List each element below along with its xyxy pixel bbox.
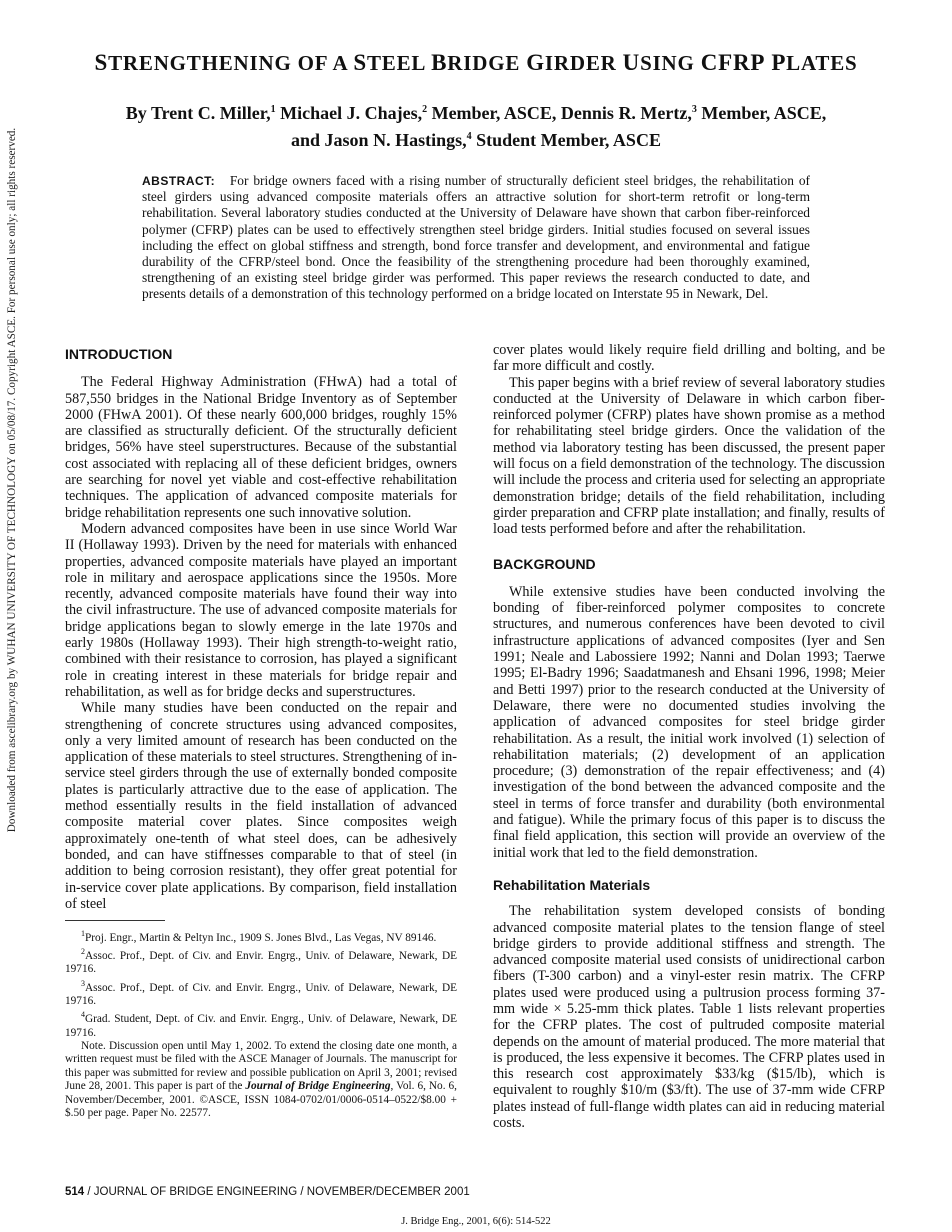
author-2-role: Member, ASCE, (427, 103, 557, 123)
author-4-role: Student Member, ASCE (471, 130, 661, 150)
footnote-text: Assoc. Prof., Dept. of Civ. and Envir. Engrg., Univ. of Delaware, Newark, DE 19716. (65, 950, 457, 976)
author-1: By Trent C. Miller, (125, 103, 271, 123)
footnote-text: Proj. Engr., Martin & Peltyn Inc., 1909 S. Jones Blvd., Las Vegas, NV 89146. (85, 931, 437, 944)
abstract-text: For bridge owners faced with a rising number of structurally deficient steel bridges, the rehabilitation of steel girders using advanced composite materials offers an attractive solution for short-term retrofit or long-term rehabilitation. Several laboratory studies conducted at the University of Delaware have shown that carbon fiber-reinforced polymer (CFRP) plates can be used to effectively strengthen steel bridge girders. Initial studies focused on several issues including the effect on global stiffness and strength, bond force transfer and development, and environmental and fatigue durability of the CFRP/steel bond. Once the feasibility of the strengthening procedure had been thoroughly examined, strengthening of an existing steel bridge girder was performed. This paper reviews the research conducted to date, and presents details of a demonstration of this technology performed on a bridge located on Interstate 95 in Newark, Del. (142, 173, 810, 302)
footnote-marker: 2 (81, 947, 85, 957)
title-word: PLATES (771, 50, 858, 75)
footnote-3 (65, 977, 457, 1009)
footnote-marker: 3 (81, 978, 85, 988)
paragraph: cover plates would likely require field drilling and bolting, and be far more difficult and costly. (493, 342, 885, 375)
section-heading-background: BACKGROUND (493, 555, 596, 572)
author-3-role: Member, ASCE, (696, 103, 827, 123)
footnote-text: Grad. Student, Dept. of Civ. and Envir. Engrg., Univ. of Delaware, Newark, DE 19716. (65, 1013, 457, 1039)
author-1-affil: 1 (270, 104, 276, 115)
title-word: OF (297, 51, 328, 75)
citation-line: J. Bridge Eng., 2001, 6(6): 514-522 (401, 1216, 551, 1227)
author-line-1 (60, 98, 892, 125)
author-4: and Jason N. Hastings, (291, 130, 467, 150)
footnote-2 (65, 945, 457, 977)
subsection-heading-rehabilitation-materials: Rehabilitation Materials (493, 876, 651, 893)
paragraph: While many studies have been conducted on the repair and strengthening of concrete structures using advanced composites, only a very limited amount of research has been conducted on the application of these materials to steel structures. Strengthening of in-service steel girders through the use of externally bonded composite plates is particularly attractive due to the ease of application. The method essentially results in the field installation of advanced composite material cover plates. Since composites weigh approximately one-tenth of what steel does, can be adhesively bonded, and can have stiffnesses comparable to that of steel (in addition to being corrosion resistant), they offer great potential for in-service cover plate applications. By comparison, field installation of steel (65, 700, 457, 912)
note-text: , Vol. 6, No. 6, November/December, 2001. ©ASCE, ISSN 1084-0702/01/0006-0514–0522/$8.00 + $.50 per page. Paper No. 22577. (65, 1080, 457, 1120)
paragraph: Modern advanced composites have been in use since World War II (Hollaway 1993). Driven by the need for materials with enhanced properties, advanced composite materials have played an important role in military and aerospace applications since the 1950s. More recently, advanced composite materials have found their way into the civil infrastructure. The use of advanced composite materials for bridge applications began to slowly emerge in the late 1970s and early 1980s (Hollaway 1993). Their high strength-to-weight ratio, combined with their resistance to corrosion, has played a significant role in creating interest in these materials for bridge repair and rehabilitation, as well as for bridge decks and superstructures. (65, 520, 457, 700)
author-3: Dennis R. Mertz, (560, 103, 692, 123)
title-word: STEEL (353, 50, 426, 75)
page-footer (65, 1186, 470, 1198)
page-number: 514 (65, 1186, 85, 1198)
right-column (493, 342, 885, 1131)
journal-name: Journal of Bridge Engineering (245, 1080, 391, 1093)
footnote-marker: 4 (81, 1010, 85, 1020)
download-watermark-text: Downloaded from ascelibrary.org by WUHAN UNIVERSITY OF TECHNOLOGY on 05/08/17. Copyright ASCE. For personal use only; all rights reserved. (6, 127, 18, 833)
title-word: GIRDER (526, 50, 617, 75)
author-line-2 (60, 125, 892, 152)
author-2: Michael J. Chajes, (280, 103, 423, 123)
title-word: CFRP (700, 50, 766, 75)
author-3-affil: 3 (691, 104, 697, 115)
footnote-4 (65, 1008, 457, 1040)
footnote-text: Assoc. Prof., Dept. of Civ. and Envir. Engrg., Univ. of Delaware, Newark, DE 19716. (65, 981, 457, 1008)
paragraph: This paper begins with a brief review of several laboratory studies conducted at the University of Delaware in which carbon fiber-reinforced polymer (CFRP) plates have shown promise as a method for rehabilitating steel bridge girders. Once the validation of the method via laboratory testing has been discussed, the present paper will focus on a field demonstration of the technology. The discussion will include the process and criteria used for selecting an appropriate demonstration bridge; details of the field rehabilitation, including girder preparation and CFRP plate installation; and finally, results of load tests performed before and after the rehabilitation. (493, 374, 885, 538)
title-word: A (332, 51, 348, 75)
paragraph: While extensive studies have been conducted involving the bonding of fiber-reinforced polymer composites to concrete structures, and numerous conferences have been devoted to civil infrastructure applications of advanced composites (Iyer and Sen 1991; Neale and Labossiere 1992; Nanni and Dolan 1993; Taerwe 1995; El-Badry 1996; Saadatmanesh and Ehsani 1996, 1998; Meier and Betti 1997) prior to the research conducted at the University of Delaware, there were no documented studies involving the application of advanced composites for steel bridge girder rehabilitation. As a result, the initial work involved (1) selection of rehabilitation materials; (2) development of an application procedure; (3) demonstration of the repair effectiveness; and (4) investigation of the bond between the advanced composite and the steel in terms of force transfer and durability (both environmental and fatigue). While the primary focus of this paper is to discuss the final field application, this section will provide an overview of the initial work that led to the field demonstration. (493, 583, 885, 861)
author-4-affil: 4 (466, 131, 472, 142)
author-2-affil: 2 (422, 104, 428, 115)
paper-title (0, 50, 952, 76)
title-word: STRENGTHENING (94, 50, 292, 75)
footnote-divider (65, 920, 165, 921)
footnotes (65, 927, 457, 1120)
title-word: USING (622, 50, 695, 75)
footnote-1 (65, 927, 457, 945)
title-word: BRIDGE (431, 50, 521, 75)
footnote-marker: 1 (81, 929, 85, 939)
left-column (65, 342, 457, 1120)
abstract-label: ABSTRACT: (142, 174, 216, 188)
author-list (60, 98, 892, 152)
paragraph: The rehabilitation system developed consists of bonding advanced composite material plates to the tension flange of steel bridge girders to provide additional stiffness and strength. The advanced composite material used consists of unidirectional carbon fibers (T-300 carbon) and a vinyl-ester resin matrix. The CFRP plates used were produced using a pultrusion process forming 37-mm wide × 5.25-mm thick plates. Table 1 lists relevant properties for the CFRP plates. The cost of pultruded composite material depends on the amount of material produced. The more material that is produced, the less expensive it becomes. The CFRP plates used in this research cost approximately $33/kg ($15/lb), which is equivalent to roughly $10/m ($3/ft). The use of 37-mm wide CFRP plates instead of full-flange width plates can aid in reducing material costs. (493, 903, 885, 1132)
paragraph: The Federal Highway Administration (FHwA) had a total of 587,550 bridges in the National Bridge Inventory as of September 2000 (FHwA 2001). Of these nearly 600,000 bridges, roughly 15% are classified as structurally deficient. Of the structurally deficient bridges, 56% have steel superstructures. Because of the substantial cost associated with replacing all of these deficient bridges, owners are searching for novel yet viable and cost-effective rehabilitation techniques. The application of advanced composite materials for bridge rehabilitation represents one such innovative solution. (65, 374, 457, 521)
download-watermark (2, 20, 22, 940)
abstract (142, 173, 810, 303)
journal-running-footer: / JOURNAL OF BRIDGE ENGINEERING / NOVEMBER/DECEMBER 2001 (84, 1186, 470, 1198)
section-heading-introduction: INTRODUCTION (65, 346, 173, 362)
discussion-note (65, 1040, 457, 1120)
note-text: Note. Discussion open until May 1, 2002. To extend the closing date one month, a written request must be filed with the ASCE Manager of Journals. The manuscript for this paper was submitted for review and possible publication on April 3, 2001; revised June 28, 2001. This paper is part of the (65, 1040, 457, 1093)
